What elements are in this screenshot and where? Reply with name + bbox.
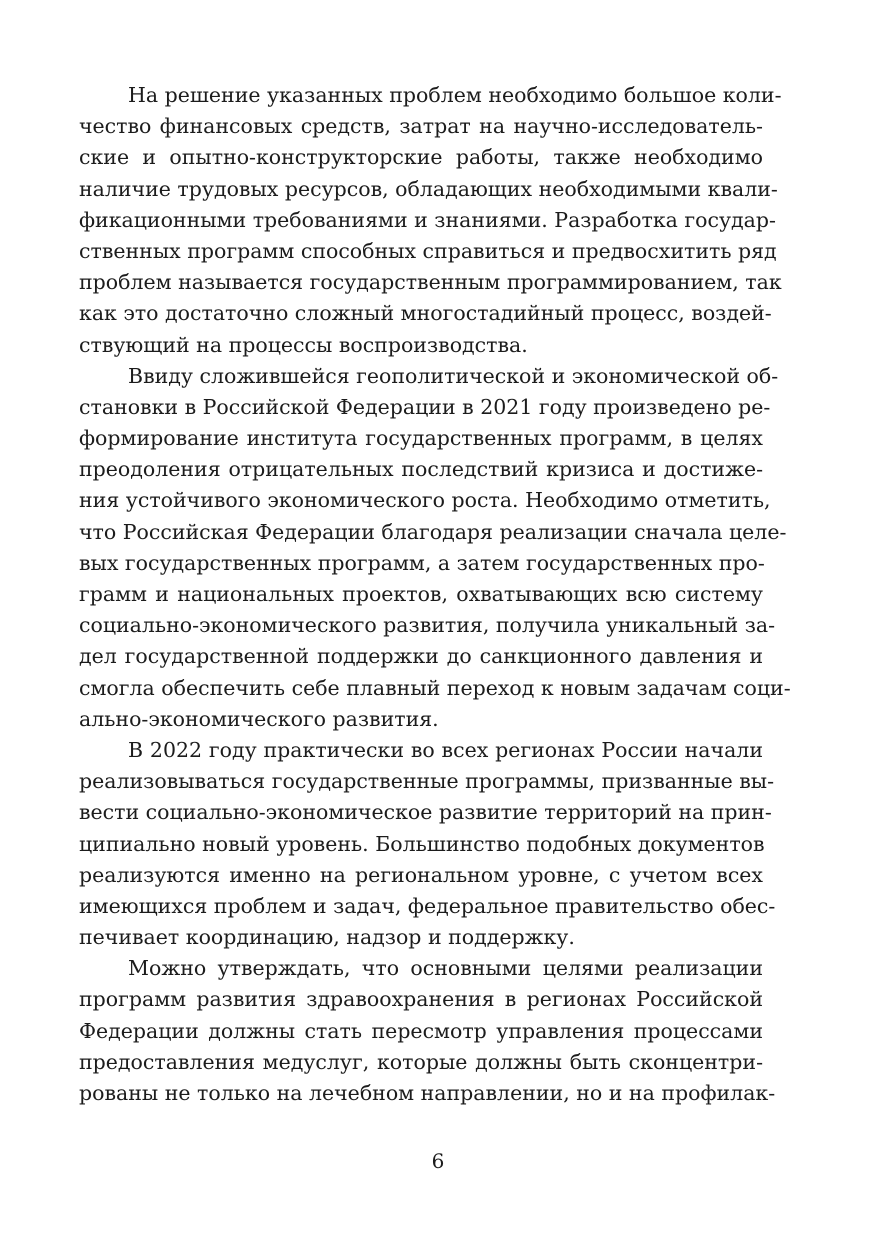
text-line: предоставления медуслуг, которые должны быть сконцентри-: [79, 1049, 763, 1074]
text-line: реализовываться государственные программы, призванные вы-: [79, 769, 775, 794]
paragraph-funding: [79, 80, 782, 361]
text-line: социально-экономического развития, получила уникальный за-: [79, 613, 776, 638]
text-line: становки в Российской Федерации в 2021 году произведено ре-: [79, 394, 771, 419]
text-line: грамм и национальных проектов, охватывающих всю систему: [79, 582, 763, 606]
text-line: ния устойчивого экономического роста. Необходимо отметить,: [79, 488, 771, 513]
text-line: смогла обеспечить себе плавный переход к новым задачам соци-: [79, 675, 791, 700]
text-line: программ развития здравоохранения в регионах Российской: [79, 987, 763, 1012]
text-line: рованы не только на лечебном направлении, но и на профилак-: [79, 1081, 776, 1105]
text-line: ципиально новый уровень. Большинство подобных документов: [79, 831, 765, 856]
text-line: ские и опытно-конструкторские работы, также необходимо: [79, 145, 763, 170]
text-line: ально-экономического развития.: [79, 706, 439, 731]
text-line: что Российская Федерации благодаря реализации сначала целе-: [79, 519, 787, 544]
paragraph-reform: [79, 361, 791, 735]
text-line: Ввиду сложившейся геополитической и экономической об-: [128, 363, 779, 388]
text-line: вых государственных программ, а затем государственных про-: [79, 550, 765, 575]
text-line: реализуются именно на региональном уровне, с учетом всех: [79, 862, 763, 887]
text-line: ствующий на процессы воспроизводства.: [79, 332, 528, 357]
text-line: проблем называется государственным программированием, так: [79, 270, 782, 295]
paragraph-healthcare-goals: [79, 953, 776, 1109]
paragraph-regional-programs: [79, 735, 776, 953]
page-body: [79, 80, 791, 1109]
text-line: На решение указанных проблем необходимо большое коли-: [128, 83, 782, 107]
text-line: как это достаточно сложный многостадийный процесс, воздей-: [79, 301, 772, 326]
text-line: ственных программ способных справиться и предвосхитить ряд: [79, 238, 777, 263]
text-line: чество финансовых средств, затрат на научно-исследователь-: [79, 114, 763, 139]
text-line: дел государственной поддержки до санкционного давления и: [79, 644, 763, 669]
text-line: имеющихся проблем и задач, федеральное правительство обес-: [79, 893, 776, 918]
text-line: преодоления отрицательных последствий кризиса и достиже-: [79, 457, 763, 482]
text-line: формирование института государственных программ, в целях: [79, 426, 763, 451]
page-number: 6: [431, 1149, 445, 1173]
text-line: фикационными требованиями и знаниями. Разработка государ-: [79, 207, 776, 232]
text-line: наличие трудовых ресурсов, обладающих необходимыми квали-: [79, 176, 778, 201]
text-line: печивает координацию, надзор и поддержку.: [79, 925, 575, 950]
text-line: Можно утверждать, что основными целями реализации: [128, 956, 763, 981]
text-line: В 2022 году практически во всех регионах России начали: [128, 737, 763, 762]
text-line: Федерации должны стать пересмотр управления процессами: [79, 1018, 763, 1043]
text-line: вести социально-экономическое развитие территорий на прин-: [79, 800, 772, 825]
